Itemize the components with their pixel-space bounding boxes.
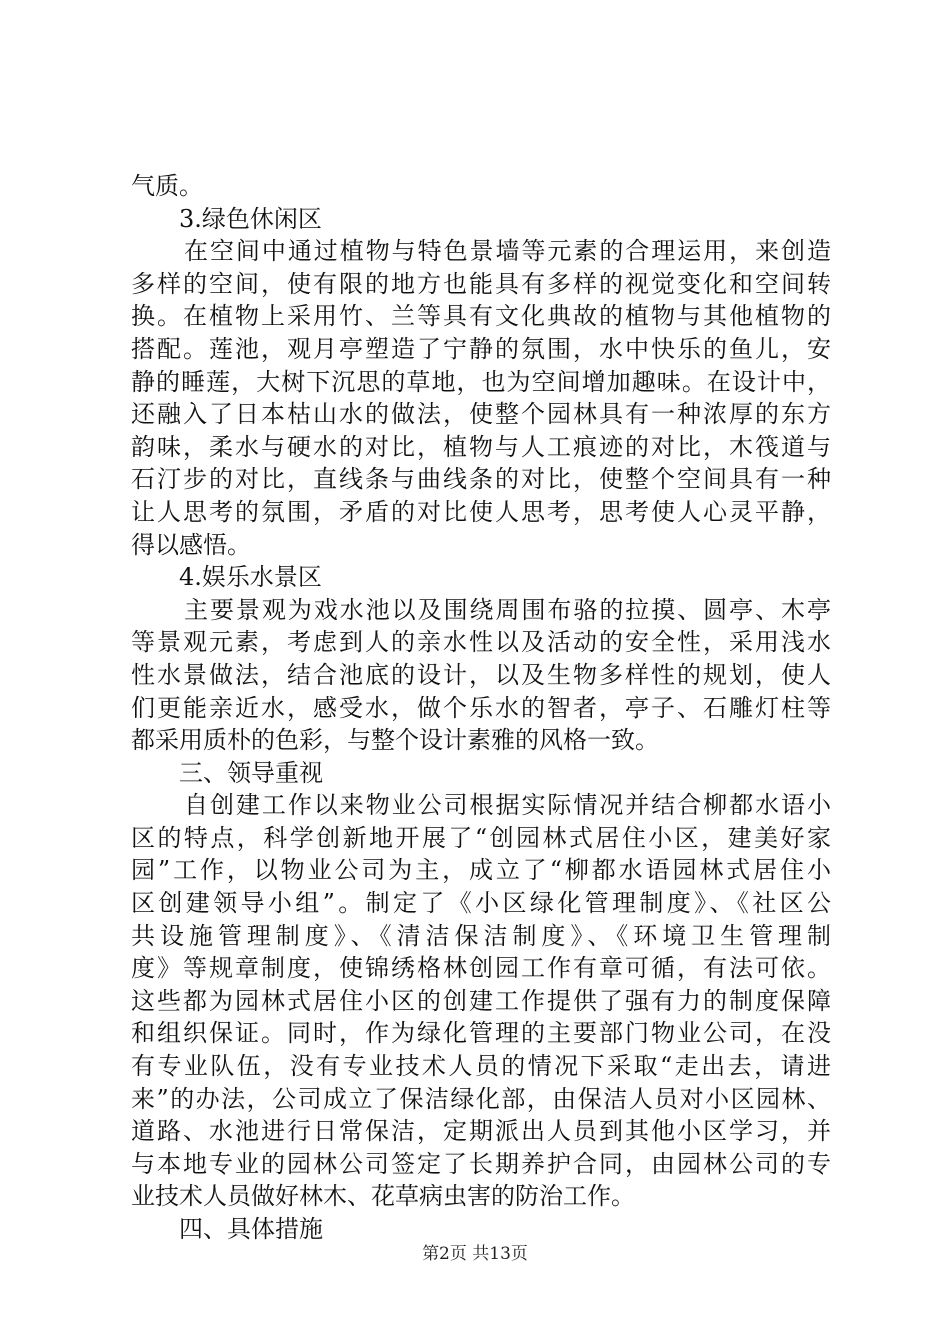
paragraph-line: 得以感悟。 (131, 530, 251, 559)
paragraph-line: 换。在植物上采用竹、兰等具有文化典故的植物与其他植物的 (131, 302, 831, 331)
paragraph-line: 有专业队伍，没有专业技术人员的情况下采取“走出去，请进 (131, 1052, 831, 1081)
section-heading: 三、领导重视 (179, 758, 323, 787)
paragraph-line: 静的睡莲，大树下沉思的草地，也为空间增加趣味。在设计中， (131, 367, 831, 396)
paragraph-line: 和组织保证。同时，作为绿化管理的主要部门物业公司，在没 (131, 1019, 831, 1048)
paragraph-line: 度》等规章制度，使锦绣格林创园工作有章可循，有法可依。 (131, 954, 831, 983)
paragraph-line: 气质。 (131, 172, 203, 200)
paragraph-line: 区创建领导小组”。制定了《小区绿化管理制度》、《社区公 (131, 889, 831, 918)
paragraph-line: 道路、水池进行日常保洁，定期派出人员到其他小区学习，并 (131, 1117, 831, 1146)
paragraph-line: 韵味，柔水与硬水的对比，植物与人工痕迹的对比，木筏道与 (131, 432, 831, 461)
document-body (131, 170, 831, 1246)
paragraph-line: 们更能亲近水，感受水，做个乐水的智者，亭子、石雕灯柱等 (131, 693, 831, 722)
section-heading: 四、具体措施 (179, 1215, 323, 1243)
paragraph-line: 主要景观为戏水池以及围绕周围布骆的拉摸、圆亭、木亭 (184, 595, 831, 624)
paragraph-line: 搭配。莲池，观月亭塑造了宁静的氛围，水中快乐的鱼儿，安 (131, 334, 831, 363)
paragraph-line: 还融入了日本枯山水的做法，使整个园林具有一种浓厚的东方 (131, 400, 831, 429)
page-footer: 第2页 共13页 (422, 1244, 528, 1264)
paragraph-line: 园”工作，以物业公司为主，成立了“柳都水语园林式居住小 (131, 856, 831, 885)
paragraph-line: 在空间中通过植物与特色景墙等元素的合理运用，来创造 (184, 237, 831, 266)
paragraph-line: 与本地专业的园林公司签定了长期养护合同，由园林公司的专 (131, 1149, 831, 1178)
paragraph-line: 来”的办法，公司成立了保洁绿化部，由保洁人员对小区园林、 (131, 1084, 831, 1113)
paragraph-line: 都采用质朴的色彩，与整个设计素雅的风格一致。 (131, 726, 659, 755)
paragraph-line: 业技术人员做好林木、花草病虫害的防治工作。 (131, 1182, 635, 1211)
section-heading: 3.绿色休闲区 (179, 204, 322, 233)
paragraph-line: 这些都为园林式居住小区的创建工作提供了强有力的制度保障 (131, 986, 831, 1015)
paragraph-line: 自创建工作以来物业公司根据实际情况并结合柳都水语小 (184, 791, 831, 820)
paragraph-line: 共设施管理制度》、《清洁保洁制度》、《环境卫生管理制 (131, 921, 831, 950)
paragraph-line: 等景观元素，考虑到人的亲水性以及活动的安全性，采用浅水 (131, 628, 831, 657)
paragraph-line: 多样的空间，使有限的地方也能具有多样的视觉变化和空间转 (131, 269, 831, 298)
section-heading: 4.娱乐水景区 (179, 563, 322, 592)
paragraph-line: 石汀步的对比，直线条与曲线条的对比，使整个空间具有一种 (131, 465, 831, 494)
paragraph-line: 让人思考的氛围，矛盾的对比使人思考，思考使人心灵平静， (131, 497, 831, 526)
paragraph-line: 性水景做法，结合池底的设计，以及生物多样性的规划，使人 (131, 660, 831, 689)
paragraph-line: 区的特点，科学创新地开展了“创园林式居住小区，建美好家 (131, 823, 831, 852)
